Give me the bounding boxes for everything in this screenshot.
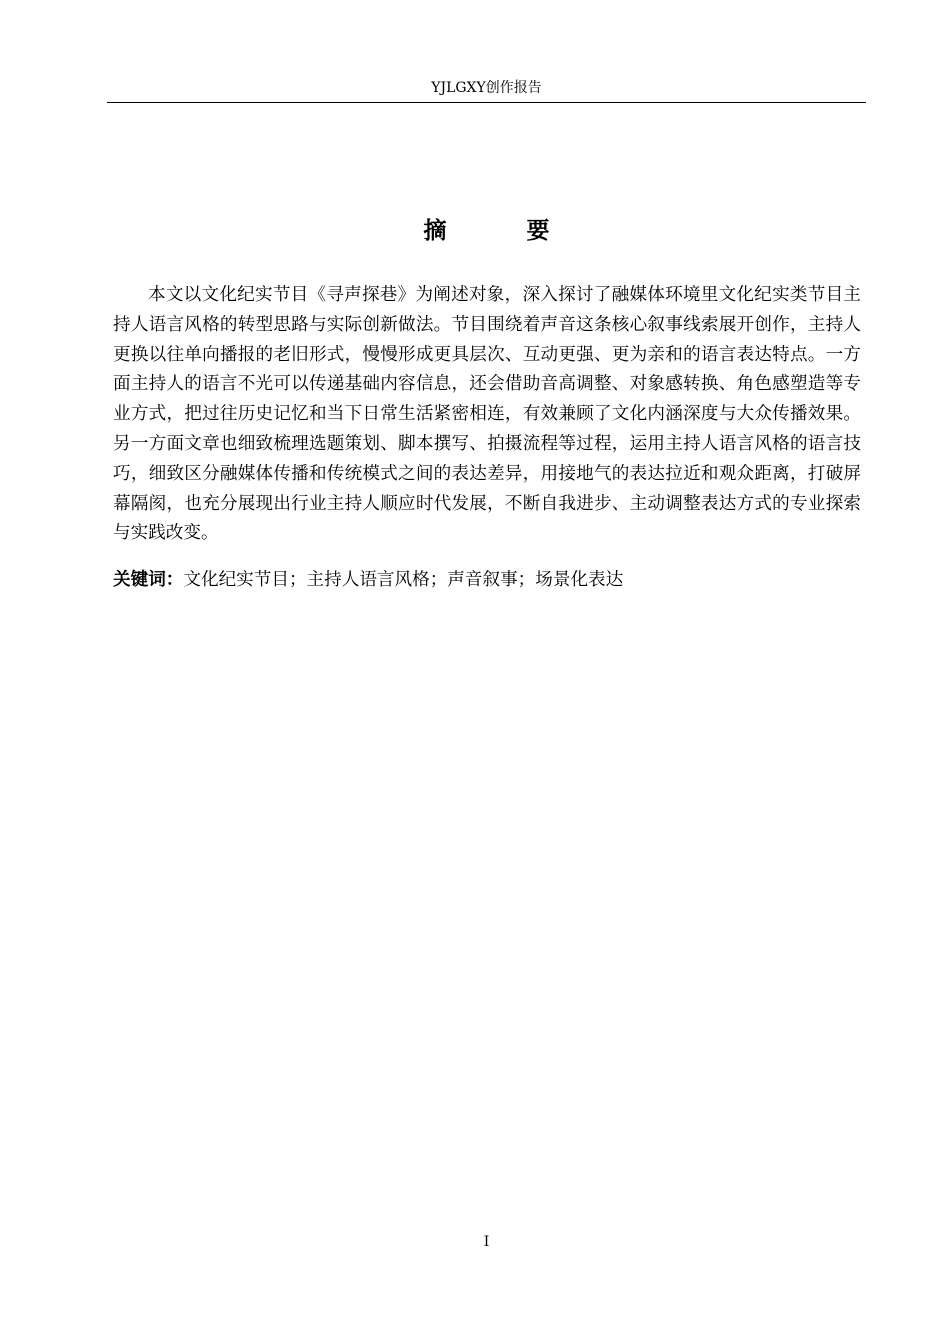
abstract-heading: 摘 要	[423, 218, 586, 244]
keywords-line	[113, 566, 861, 596]
keywords-value: 文化纪实节目；主持人语言风格；声音叙事；场景化表达	[183, 570, 624, 590]
running-header: YJLGXY创作报告	[431, 80, 542, 96]
keywords-label: 关键词：	[113, 570, 184, 590]
page-number: I	[483, 1234, 490, 1250]
header-divider	[107, 102, 866, 103]
abstract-body: 本文以文化纪实节目《寻声探巷》为阐述对象，深入探讨了融媒体环境里文化纪实类节目主持人语言风格的转型思路与实际创新做法。节目围绕着声音这条核心叙事线索展开创作，主持人更换以往单向播报的老旧形式，慢慢形成更具层次、互动更强、更为亲和的语言表达特点。一方面主持人的语言不光可以传递基础内容信息，还会借助音高调整、对象感转换、角色感塑造等专业方式，把过往历史记忆和当下日常生活紧密相连，有效兼顾了文化内涵深度与大众传播效果。另一方面文章也细致梳理选题策划、脚本撰写、拍摄流程等过程，运用主持人语言风格的语言技巧，细致区分融媒体传播和传统模式之间的表达差异，用接地气的表达拉近和观众距离，打破屏幕隔阂，也充分展现出行业主持人顺应时代发展，不断自我进步、主动调整表达方式的专业探索与实践改变。	[113, 285, 861, 544]
